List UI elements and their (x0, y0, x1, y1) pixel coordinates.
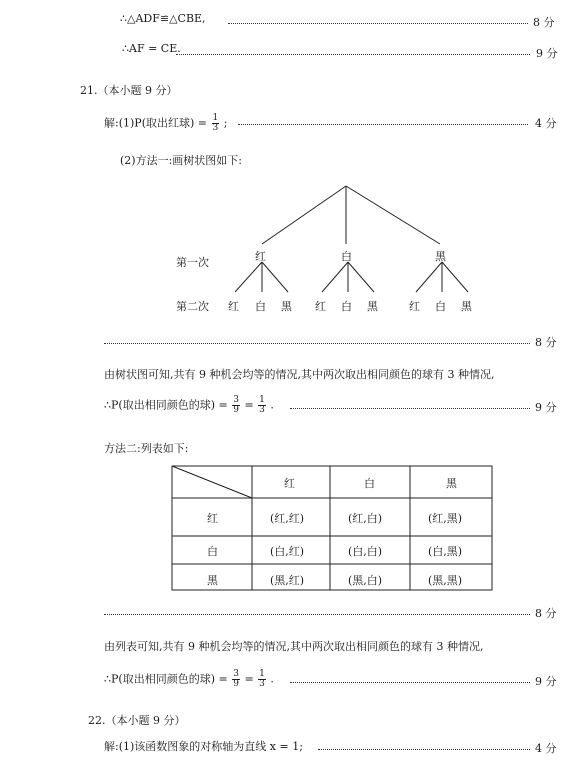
table-conclusion: 由列表可知,共有 9 种机会均等的情况,其中两次取出相同颜色的球有 3 种情况, (104, 640, 484, 653)
fraction-denominator: 3 (259, 679, 265, 689)
fraction-numerator: 3 (233, 395, 239, 405)
solution-part-1-prefix: 解:(1)P(取出红球) = (104, 116, 207, 130)
tree-node-second: 黑 (281, 300, 292, 313)
tree-node-second: 黑 (461, 300, 472, 313)
table-row-header: 白 (207, 545, 218, 558)
question-22-header: 22.（本小题 9 分） (88, 714, 186, 727)
tree-node-second: 白 (341, 300, 352, 313)
fraction-denominator: 9 (233, 405, 239, 415)
tree-branch (346, 186, 440, 244)
dot-leader (104, 614, 530, 615)
tree-node-second: 红 (228, 300, 239, 313)
probability-result-table (104, 670, 274, 689)
tree-node-second: 白 (435, 300, 446, 313)
table-col-header: 白 (364, 477, 375, 490)
table-diagonal (172, 466, 252, 498)
table-cell: (黑,黑) (428, 574, 463, 587)
table-cell: (白,白) (348, 545, 383, 558)
tree-conclusion: 由树状图可知,共有 9 种机会均等的情况,其中两次取出相同颜色的球有 3 种情况, (104, 368, 495, 381)
equals-sign: = (244, 398, 254, 412)
proof-line-congruent-text: ∴△ADF≌△CBE, (120, 12, 206, 25)
tree-branch (235, 262, 262, 292)
fraction (232, 396, 240, 415)
probability-prefix: ∴P(取出相同颜色的球) = (104, 672, 228, 686)
table-cell: (白,红) (270, 545, 305, 558)
tree-node-first-3: 黑 (435, 250, 446, 263)
tree-node-first-1: 红 (255, 250, 266, 263)
table-cell: (白,黑) (428, 545, 463, 558)
fraction-numerator: 3 (233, 669, 239, 679)
dot-leader (290, 682, 530, 683)
method-two-title: 方法二:列表如下: (104, 442, 189, 455)
fraction-numerator: 1 (259, 669, 265, 679)
probability-prefix: ∴P(取出相同颜色的球) = (104, 398, 228, 412)
tree-branch (416, 262, 442, 292)
tree-node-second: 红 (315, 300, 326, 313)
table-cell: (红,白) (348, 512, 383, 525)
tree-branch (442, 262, 468, 292)
score-label: 9 分 (535, 675, 557, 688)
fraction (232, 670, 240, 689)
tree-level-first-label: 第一次 (176, 256, 209, 269)
table-cell: (红,红) (270, 512, 305, 525)
table-col-header: 黑 (446, 477, 457, 490)
tree-branch (348, 262, 374, 292)
fraction-denominator: 3 (212, 123, 219, 133)
table-cell: (黑,红) (270, 574, 305, 587)
tree-node-second: 黑 (367, 300, 378, 313)
solution-22-part-1: 解:(1)该函数图象的对称轴为直线 x = 1; (104, 740, 303, 753)
dot-leader (290, 408, 530, 409)
fraction-numerator: 1 (259, 395, 265, 405)
proof-line-equal-text: ∴AF = CE. (122, 42, 181, 55)
score-label: 8 分 (535, 336, 557, 349)
fraction (258, 670, 266, 689)
probability-result-tree (104, 396, 274, 415)
tree-branch (322, 262, 348, 292)
tree-node-first-2: 白 (341, 250, 352, 263)
fraction (258, 396, 266, 415)
table-row-header: 红 (207, 512, 218, 525)
fraction-denominator: 9 (233, 679, 239, 689)
score-label: 4 分 (535, 117, 557, 130)
question-21-header: 21.（本小题 9 分） (80, 84, 178, 97)
tree-node-second: 白 (255, 300, 266, 313)
table-cell: (红,黑) (428, 512, 463, 525)
tree-branch (262, 186, 346, 244)
tree-branch (262, 262, 288, 292)
table-cell: (黑,白) (348, 574, 383, 587)
tree-node-second: 红 (409, 300, 420, 313)
score-label: 9 分 (536, 47, 558, 60)
fraction-denominator: 3 (259, 405, 265, 415)
score-label: 8 分 (535, 607, 557, 620)
table-col-header: 红 (284, 477, 295, 490)
dot-leader (104, 343, 530, 344)
method-one-title: (2)方法一:画树状图如下: (120, 154, 242, 167)
equals-sign: = (244, 672, 254, 686)
score-label: 9 分 (535, 401, 557, 414)
table-row-header: 黑 (207, 574, 218, 587)
probability-suffix: . (270, 398, 274, 412)
probability-suffix: . (270, 672, 274, 686)
score-label: 8 分 (533, 16, 555, 29)
fraction-numerator: 1 (212, 113, 219, 123)
score-label: 4 分 (535, 742, 557, 755)
solution-part-1-suffix: ; (223, 116, 228, 130)
dot-leader (318, 749, 530, 750)
tree-level-second-label: 第二次 (176, 300, 209, 313)
